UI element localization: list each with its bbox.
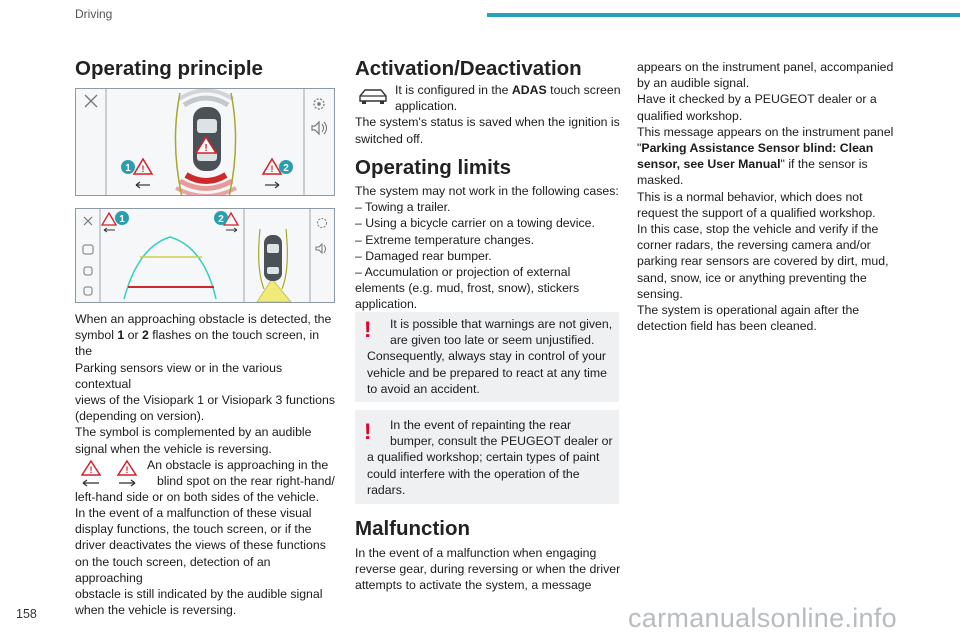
text-line bbox=[637, 140, 907, 156]
text-line: detection field has been cleaned. bbox=[637, 319, 817, 334]
text-line: The system is operational again after the bbox=[637, 303, 860, 318]
operating-limits-body bbox=[355, 183, 625, 313]
text-line: bumper, consult the PEUGEOT dealer or bbox=[390, 434, 613, 449]
text-line: – Extreme temperature changes. bbox=[355, 232, 535, 247]
text-line: on the touch screen, detection of an approaching bbox=[75, 554, 271, 585]
text-line: left-hand side or on both sides of the vehicle. bbox=[75, 489, 320, 504]
text-line: are given too late or seem unjustified. bbox=[390, 333, 595, 348]
text-line: blind spot on the rear right-hand/ bbox=[157, 473, 335, 488]
text-run: It is configured in the bbox=[395, 83, 512, 97]
text-line: corner radars, the reversing camera and/or bbox=[637, 238, 871, 253]
text-line: Consequently, always stay in control of your bbox=[367, 349, 606, 364]
text-line: switched off. bbox=[355, 131, 424, 146]
text-line: views of the Visiopark 1 or Visiopark 3 functions bbox=[75, 393, 335, 408]
text-run: touch screen bbox=[546, 83, 621, 97]
text-line: In the event of a malfunction when engaging bbox=[355, 546, 597, 560]
text-line: radars. bbox=[367, 482, 406, 497]
text-line bbox=[637, 156, 907, 172]
text-line: An obstacle is approaching in the bbox=[147, 457, 329, 472]
text-line: sand, snow, ice or anything preventing the bbox=[637, 270, 867, 285]
malfunction-body-continued bbox=[637, 59, 907, 334]
text-line: In this case, stop the vehicle and verify if the bbox=[637, 222, 879, 237]
text-line: It is possible that warnings are not given, bbox=[390, 317, 613, 331]
badge-1: 1 bbox=[125, 163, 131, 174]
svg-text:!: ! bbox=[204, 143, 208, 154]
text-line-symbols: symbol 1 or 2 flashes on the touch screen, in the bbox=[75, 328, 320, 359]
text-line: When an approaching obstacle is detected, the bbox=[75, 312, 332, 326]
text-line: appears on the instrument panel, accompanied bbox=[637, 60, 894, 74]
text-run: " if the sensor is bbox=[780, 157, 868, 172]
text-line: reverse gear, during reversing or when the driver bbox=[355, 562, 621, 577]
svg-text:!: ! bbox=[141, 164, 145, 174]
text-line: masked. bbox=[637, 173, 684, 188]
watermark: carmanualsonline.info bbox=[628, 603, 897, 633]
text-line: to avoid an accident. bbox=[367, 381, 480, 396]
visiopark-view-figure bbox=[75, 208, 335, 303]
text-line: application. bbox=[355, 297, 418, 312]
text-line: could interfere with the operation of the bbox=[367, 466, 580, 481]
symbol-number: 1 bbox=[117, 328, 125, 343]
text-line: qualified workshop. bbox=[637, 108, 743, 123]
operating-principle-heading: Operating principle bbox=[75, 57, 263, 80]
text-line: This is a normal behavior, which does not bbox=[637, 189, 863, 204]
text-line: parking rear sensors are covered by dirt, mud, bbox=[637, 254, 889, 269]
text-line: elements (e.g. mud, frost, snow), stickers bbox=[355, 281, 580, 296]
badge-2: 2 bbox=[218, 214, 224, 225]
blind-spot-warning-icons bbox=[75, 459, 145, 489]
text-line: driver deactivates the views of these functions bbox=[75, 538, 326, 553]
text-line: vehicle and be prepared to react at any time bbox=[367, 365, 607, 380]
activation-body bbox=[355, 82, 625, 147]
car-top-view bbox=[264, 235, 282, 281]
text-line: display functions, the touch screen, or if the bbox=[75, 522, 312, 537]
text-line: – Using a bicycle carrier on a towing device. bbox=[355, 216, 595, 231]
text-line: The symbol is complemented by an audible bbox=[75, 425, 312, 440]
badge-2: 2 bbox=[283, 163, 289, 174]
warning-exclamation-icon: ! bbox=[364, 317, 372, 342]
text-line: sensing. bbox=[637, 286, 683, 301]
text-line: Have it checked by a PEUGEOT dealer or a bbox=[637, 92, 877, 107]
text-line: application. bbox=[395, 99, 458, 114]
text-line: obstacle is still indicated by the audible signal bbox=[75, 587, 323, 602]
activation-heading: Activation/Deactivation bbox=[355, 57, 582, 80]
panel-message-bold: Parking Assistance Sensor blind: Clean bbox=[641, 141, 874, 156]
symbol-number: 2 bbox=[142, 328, 149, 343]
operating-limits-heading: Operating limits bbox=[355, 156, 512, 179]
text-line: a qualified workshop; certain types of paint bbox=[367, 450, 600, 465]
warning-box-repainting bbox=[355, 410, 619, 504]
malfunction-body bbox=[355, 545, 625, 594]
text-line: Parking sensors view or in the various contextual bbox=[75, 360, 283, 391]
text-line: request the support of a qualified workshop. bbox=[637, 205, 876, 220]
parking-sensors-view-figure bbox=[75, 88, 335, 196]
warning-exclamation-icon: ! bbox=[364, 419, 372, 444]
text-line: In the event of a malfunction of these visual bbox=[75, 506, 312, 521]
panel-message-bold: sensor, see User Manual bbox=[637, 157, 781, 172]
badge-1: 1 bbox=[119, 214, 125, 225]
header-accent-bar bbox=[487, 13, 960, 17]
warning-box-accuracy bbox=[355, 312, 619, 402]
text-line: attempts to activate the system, a message bbox=[355, 578, 592, 593]
text-line: In the event of repainting the rear bbox=[390, 418, 572, 432]
text-line: when the vehicle is reversing. bbox=[75, 603, 237, 618]
text-line: The system's status is saved when the ignition is bbox=[355, 115, 620, 130]
svg-text:!: ! bbox=[89, 464, 93, 475]
text-line: (depending on version). bbox=[75, 409, 205, 424]
text-line: – Towing a trailer. bbox=[355, 200, 451, 215]
text-line bbox=[355, 82, 625, 98]
text-line: The system may not work in the following cases: bbox=[355, 184, 619, 198]
malfunction-heading: Malfunction bbox=[355, 517, 471, 540]
text-line: – Damaged rear bumper. bbox=[355, 248, 492, 263]
text-line: – Accumulation or projection of external bbox=[355, 265, 571, 280]
text-line: by an audible signal. bbox=[637, 76, 750, 91]
page-number: 158 bbox=[16, 607, 37, 621]
svg-text:!: ! bbox=[125, 464, 129, 475]
text-line: This message appears on the instrument panel bbox=[637, 124, 894, 139]
svg-text:!: ! bbox=[270, 164, 274, 174]
running-header: Driving bbox=[75, 7, 113, 21]
blind-spot-paragraph bbox=[75, 457, 337, 489]
operating-principle-body bbox=[75, 311, 337, 618]
adas-app-name: ADAS bbox=[511, 83, 547, 97]
text-line: signal when the vehicle is reversing. bbox=[75, 441, 272, 456]
text-run: " bbox=[637, 141, 642, 156]
